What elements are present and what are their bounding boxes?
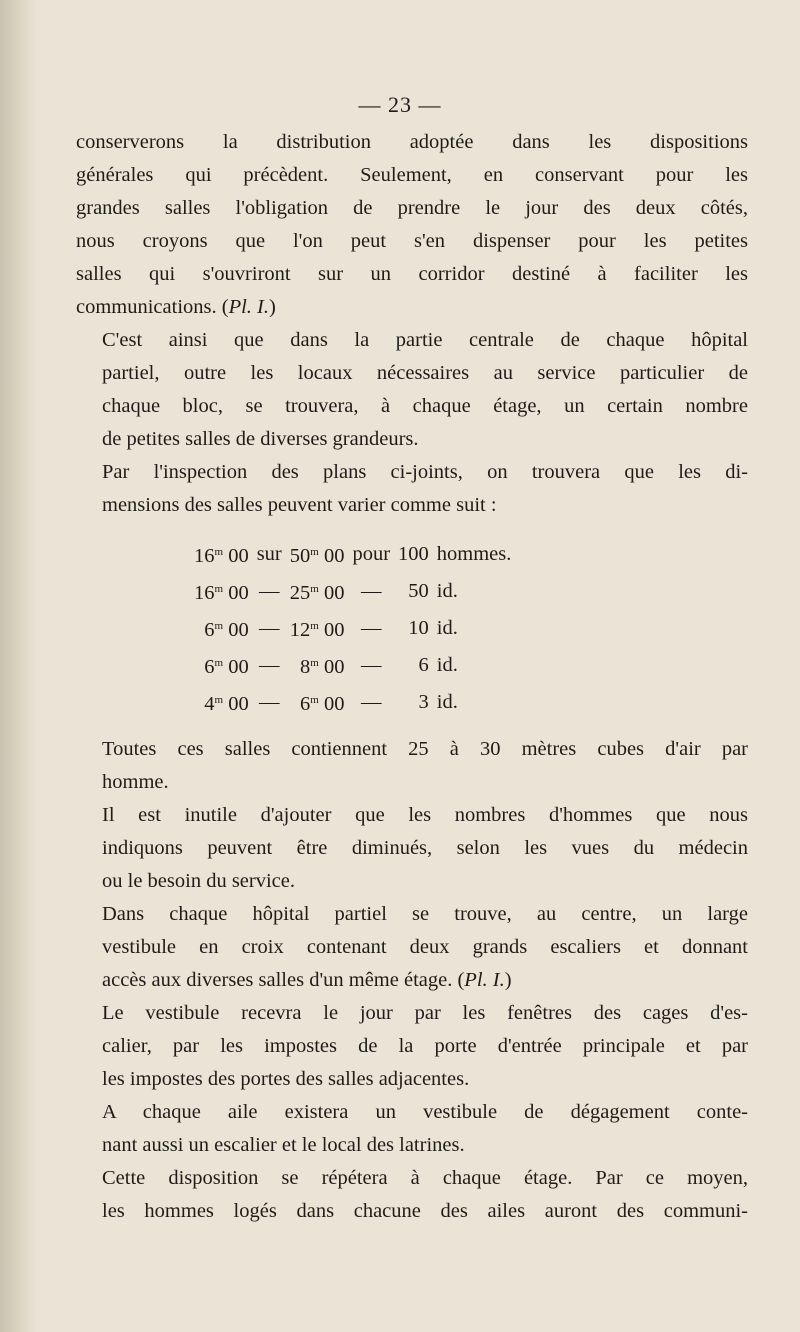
- unit-mark: m: [310, 694, 319, 706]
- count-cell: [394, 536, 433, 573]
- pour-word: pour: [352, 543, 391, 565]
- separator-cell: [253, 536, 286, 573]
- text-line: [76, 964, 748, 997]
- text-line: nant aussi un escalier et le local des latrines.: [102, 1134, 465, 1156]
- room-width: 6: [204, 619, 215, 641]
- room-width-decimal: 00: [228, 545, 249, 567]
- separator: —: [258, 580, 280, 602]
- text-line: salles qui s'ouvriront sur un corridor destiné à faciliter les: [76, 263, 748, 285]
- pour-word: —: [360, 617, 382, 639]
- separator-cell: [253, 610, 286, 647]
- room-length: 25: [289, 582, 311, 604]
- paragraph-1: [76, 126, 748, 324]
- label-cell: [433, 573, 516, 610]
- label-cell: [433, 536, 516, 573]
- room-length-decimal: 00: [323, 693, 345, 715]
- unit-mark: m: [214, 657, 224, 669]
- dimension-row: [190, 610, 515, 647]
- separator: —: [258, 691, 280, 713]
- room-length: 50: [289, 545, 311, 567]
- paragraph-6: [76, 898, 748, 997]
- unit-mark: m: [214, 620, 224, 632]
- text-line: homme.: [102, 771, 169, 793]
- pour-cell: [348, 536, 394, 573]
- length-cell: [286, 684, 349, 721]
- text-line: ou le besoin du service.: [102, 870, 295, 892]
- paragraph-8: [76, 1096, 748, 1162]
- dimensions-body: [190, 536, 515, 721]
- count-label: hommes.: [436, 543, 512, 565]
- plate-reference: Pl. I.: [464, 969, 505, 991]
- text-line: chaque bloc, se trouvera, à chaque étage, un certain nombre: [102, 395, 748, 417]
- page-number: — 23 —: [358, 92, 442, 117]
- count-label: id.: [436, 691, 458, 713]
- text-line: les impostes des portes des salles adjacentes.: [102, 1068, 470, 1090]
- unit-mark: m: [310, 583, 319, 595]
- room-width-decimal: 00: [228, 619, 249, 641]
- pour-cell: [348, 647, 394, 684]
- pour-word: —: [360, 654, 382, 676]
- dimension-row: [190, 647, 515, 684]
- text-line: indiquons peuvent être diminués, selon les vues du médecin: [102, 837, 748, 859]
- label-cell: [433, 647, 516, 684]
- unit-mark: m: [214, 583, 224, 595]
- width-cell: [190, 647, 253, 684]
- room-width: 4: [204, 693, 215, 715]
- men-count: 6: [418, 654, 429, 676]
- count-label: id.: [436, 654, 458, 676]
- page-binding-edge: [0, 0, 38, 1332]
- length-cell: [286, 573, 349, 610]
- width-cell: [190, 610, 253, 647]
- text-fragment: accès aux diverses salles d'un même étage. (: [102, 969, 465, 991]
- paragraph-3: [76, 456, 748, 522]
- label-cell: [433, 610, 516, 647]
- text-line: [76, 291, 748, 324]
- paragraph-2: [76, 324, 748, 456]
- text-line: Toutes ces salles contiennent 25 à 30 mètres cubes d'air par: [102, 738, 748, 760]
- pour-cell: [348, 684, 394, 721]
- room-length-decimal: 00: [323, 545, 345, 567]
- text-line: Dans chaque hôpital partiel se trouve, au centre, un large: [102, 903, 748, 925]
- room-width-decimal: 00: [228, 582, 249, 604]
- paragraph-7: [76, 997, 748, 1096]
- paragraph-4: [76, 733, 748, 799]
- text-line: Par l'inspection des plans ci-joints, on trouvera que les di-: [102, 461, 748, 483]
- men-count: 10: [408, 617, 429, 639]
- room-length: 12: [289, 619, 311, 641]
- separator: sur: [256, 543, 282, 565]
- pour-cell: [348, 610, 394, 647]
- label-cell: [433, 684, 516, 721]
- room-width: 16: [194, 545, 215, 567]
- separator-cell: [253, 684, 286, 721]
- pour-cell: [348, 573, 394, 610]
- text-line: de petites salles de diverses grandeurs.: [102, 428, 419, 450]
- separator: —: [258, 654, 280, 676]
- text-fragment: communications. (: [76, 296, 229, 318]
- unit-mark: m: [310, 620, 319, 632]
- dimension-row: [190, 536, 515, 573]
- room-dimensions-table: [190, 536, 515, 721]
- separator-cell: [253, 647, 286, 684]
- text-line: mensions des salles peuvent varier comme suit :: [102, 494, 497, 516]
- pour-word: —: [360, 580, 382, 602]
- text-line: nous croyons que l'on peut s'en dispenser pour les petites: [76, 230, 748, 252]
- room-width-decimal: 00: [228, 693, 249, 715]
- men-count: 3: [418, 691, 429, 713]
- text-line: conserverons la distribution adoptée dans les dispositions: [76, 131, 748, 153]
- width-cell: [190, 536, 253, 573]
- count-cell: [394, 684, 433, 721]
- count-cell: [394, 573, 433, 610]
- text-fragment: ): [269, 296, 276, 318]
- length-cell: [286, 610, 349, 647]
- room-length-decimal: 00: [323, 656, 345, 678]
- text-line: vestibule en croix contenant deux grands escaliers et donnant: [102, 936, 748, 958]
- count-cell: [394, 610, 433, 647]
- dimension-row: [190, 573, 515, 610]
- count-label: id.: [436, 580, 458, 602]
- men-count: 100: [398, 543, 429, 565]
- length-cell: [286, 536, 349, 573]
- text-line: Cette disposition se répétera à chaque étage. Par ce moyen,: [102, 1167, 748, 1189]
- text-line: C'est ainsi que dans la partie centrale de chaque hôpital: [102, 329, 748, 351]
- unit-mark: m: [310, 657, 319, 669]
- room-width-decimal: 00: [228, 656, 249, 678]
- room-length-decimal: 00: [323, 619, 345, 641]
- separator: —: [258, 617, 280, 639]
- text-line: Il est inutile d'ajouter que les nombres d'hommes que nous: [102, 804, 748, 826]
- width-cell: [190, 573, 253, 610]
- length-cell: [286, 647, 349, 684]
- text-line: calier, par les impostes de la porte d'entrée principale et par: [102, 1035, 748, 1057]
- room-length: 8: [300, 656, 311, 678]
- text-line: A chaque aile existera un vestibule de dégagement conte-: [102, 1101, 748, 1123]
- width-cell: [190, 684, 253, 721]
- men-count: 50: [408, 580, 429, 602]
- unit-mark: m: [214, 694, 224, 706]
- plate-reference: Pl. I.: [228, 296, 270, 318]
- text-fragment: ): [504, 969, 512, 991]
- paragraph-5: [76, 799, 748, 898]
- body-text: [76, 126, 748, 1228]
- dimension-row: [190, 684, 515, 721]
- room-width: 6: [204, 656, 215, 678]
- text-line: les hommes logés dans chacune des ailes auront des communi-: [102, 1200, 748, 1222]
- separator-cell: [253, 573, 286, 610]
- text-line: Le vestibule recevra le jour par les fenêtres des cages d'es-: [102, 1002, 748, 1024]
- unit-mark: m: [310, 546, 319, 558]
- count-label: id.: [436, 617, 458, 639]
- text-line: générales qui précèdent. Seulement, en conservant pour les: [76, 164, 748, 186]
- room-length-decimal: 00: [323, 582, 345, 604]
- pour-word: —: [360, 691, 382, 713]
- room-length: 6: [300, 693, 311, 715]
- text-line: grandes salles l'obligation de prendre le jour des deux côtés,: [76, 197, 748, 219]
- count-cell: [394, 647, 433, 684]
- text-line: partiel, outre les locaux nécessaires au service particulier de: [102, 362, 748, 384]
- unit-mark: m: [214, 546, 224, 558]
- room-width: 16: [194, 582, 215, 604]
- paragraph-9: [76, 1162, 748, 1228]
